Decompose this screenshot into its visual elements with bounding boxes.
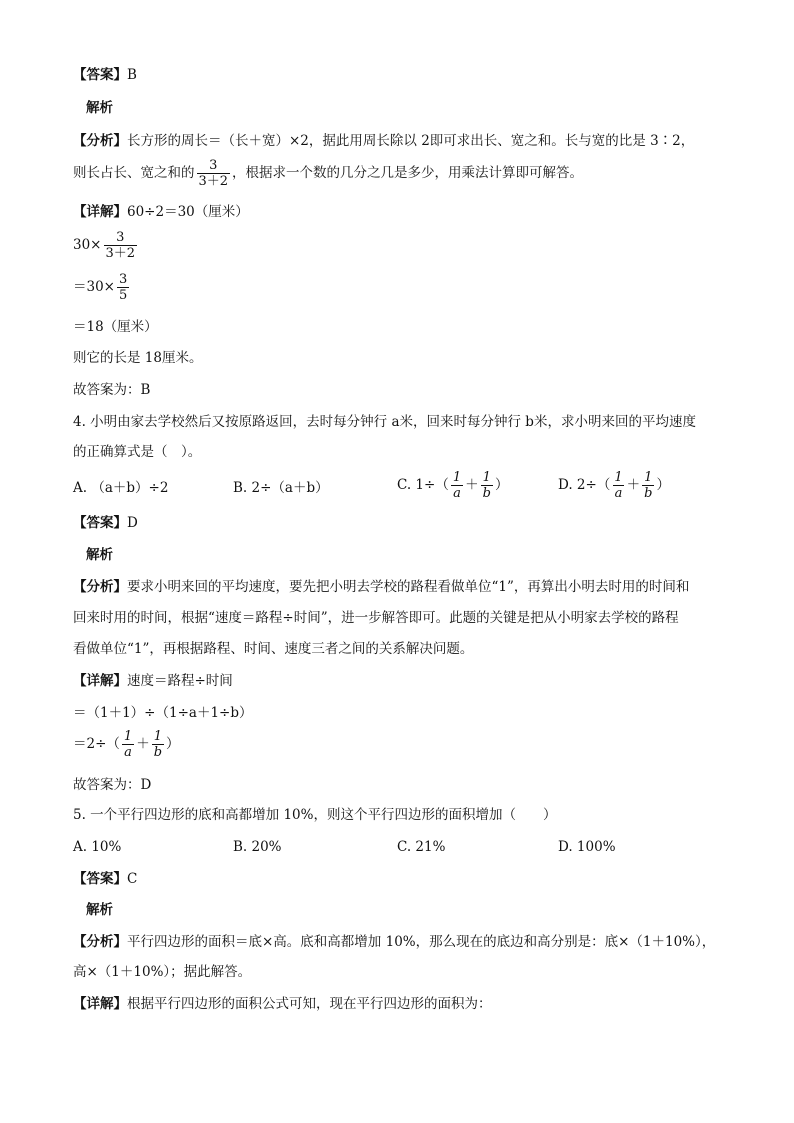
fenxi-text: 高×（1＋10%）；据此解答。: [73, 964, 252, 980]
q3-fenxi-line2: [73, 158, 583, 189]
q4-stem-line1: [73, 413, 696, 431]
fraction-denominator: a: [614, 486, 623, 501]
q4-option-b: [233, 479, 329, 497]
plus-sign: ＋: [136, 736, 150, 752]
conclusion-text: 则它的长是 18厘米。: [73, 350, 203, 366]
fraction-denominator: a: [124, 745, 132, 760]
analysis-label: 解析: [86, 547, 113, 563]
q4-analysis-heading: [73, 546, 113, 564]
q3-fenxi-line1: [73, 132, 694, 150]
q3-step2: [73, 230, 139, 261]
question-stem: 5. 一个平行四边形的底和高都增加 10%，则这个平行四边形的面积增加（ ）: [73, 807, 557, 823]
fraction-numerator: 1: [482, 470, 491, 485]
option-text: C. 1÷（: [397, 477, 449, 493]
fraction-numerator: 3: [116, 230, 125, 245]
question-stem: 的正确算式是（ ）。: [73, 444, 202, 460]
q5-analysis-heading: [73, 901, 113, 919]
fraction: [642, 470, 654, 501]
q4-stem-line2: [73, 443, 201, 461]
option-text: D. 100%: [558, 839, 616, 855]
answer-label: 【答案】: [73, 67, 127, 83]
fraction: [612, 470, 624, 501]
fraction: [451, 470, 463, 501]
fraction-denominator: b: [153, 745, 163, 760]
step-text: 60÷2＝30（厘米）: [127, 204, 249, 220]
fraction-numerator: 3: [209, 158, 218, 173]
plus-sign: ＋: [465, 477, 479, 493]
fenxi-label: 【分析】: [73, 133, 127, 149]
xiangjie-label: 【详解】: [73, 204, 127, 220]
fraction-denominator: 5: [119, 288, 128, 303]
fenxi-text: 要求小明来回的平均速度，要先把小明去学校的路程看做单位“1”，再算出小明去时用的时间和: [127, 579, 690, 595]
fraction: [152, 729, 164, 760]
fraction-numerator: 1: [452, 470, 462, 485]
final-answer-text: 故答案为：B: [73, 382, 151, 398]
q3-final-answer: [73, 381, 150, 399]
option-text: B. 20%: [233, 839, 282, 855]
xiangjie-label: 【详解】: [73, 996, 127, 1012]
q5-option-d: [558, 838, 616, 856]
q3-answer-line: [73, 66, 137, 84]
fraction: [481, 470, 493, 501]
analysis-label: 解析: [86, 902, 113, 918]
close-paren: ）: [656, 477, 670, 493]
fraction-denominator: 3＋2: [105, 246, 136, 261]
close-paren: ）: [166, 736, 180, 752]
fenxi-text: 长方形的周长＝（长＋宽）×2，据此用周长除以 2即可求出长、宽之和。长与宽的比是 3∶2，: [127, 133, 695, 149]
q3-step4: [73, 318, 158, 336]
fenxi-text: 看做单位“1”，再根据路程、时间、速度三者之间的关系解决问题。: [73, 641, 474, 657]
q4-fenxi-line3: [73, 640, 473, 658]
q5-option-b: [233, 838, 282, 856]
fraction-denominator: 3＋2: [198, 174, 229, 189]
fenxi-text: 平行四边形的面积＝底×高。底和高都增加 10%，那么现在的底边和高分别是：底×（1＋10%），: [127, 934, 716, 950]
step-text: ＝2÷（: [73, 736, 120, 752]
q4-fenxi-line1: [73, 578, 689, 596]
q3-conclusion: [73, 349, 202, 367]
answer-value: B: [127, 67, 137, 83]
answer-value: C: [127, 871, 138, 887]
step-text: ＝18（厘米）: [73, 319, 158, 335]
analysis-label: 解析: [86, 100, 113, 116]
final-answer-text: 故答案为：D: [73, 777, 152, 793]
step-text: ＝（1＋1）÷（1÷a＋1÷b）: [73, 705, 253, 721]
fenxi-text-post: ，根据求一个数的几分之几是多少，用乘法计算即可解答。: [232, 165, 584, 181]
step-text: 30×: [73, 237, 102, 253]
q3-step3: [73, 272, 131, 303]
fraction: [104, 230, 138, 261]
plus-sign: ＋: [626, 477, 641, 493]
step-text: ＝30×: [73, 279, 115, 295]
q4-final-answer: [73, 776, 151, 794]
fraction: [197, 158, 231, 189]
q3-analysis-heading: [73, 99, 113, 117]
q5-option-a: [73, 838, 121, 856]
fraction-numerator: 1: [614, 470, 623, 485]
q4-step3: [73, 729, 180, 760]
q5-fenxi-line2: [73, 963, 251, 981]
q4-answer-line: [73, 514, 138, 532]
q5-xiangjie-line: [73, 995, 492, 1013]
option-text: B. 2÷（a＋b）: [233, 480, 329, 496]
option-text: A. 10%: [73, 839, 122, 855]
fraction: [122, 729, 134, 760]
q5-fenxi-line1: [73, 933, 715, 951]
q4-fenxi-line2: [73, 609, 679, 627]
xiangjie-label: 【详解】: [73, 673, 127, 689]
fenxi-label: 【分析】: [73, 934, 127, 950]
close-paren: ）: [494, 477, 509, 493]
answer-value: D: [127, 515, 138, 531]
option-text: C. 21%: [397, 839, 446, 855]
q4-option-d: [558, 470, 670, 501]
fenxi-text: 回来时用的时间，根据“速度＝路程÷时间”，进一步解答即可。此题的关键是把从小明家去学校的路程: [73, 610, 679, 626]
question-stem: 4. 小明由家去学校然后又按原路返回，去时每分钟行 a米，回来时每分钟行 b米，求小明来回的平均速度: [73, 414, 696, 430]
fraction-numerator: 1: [644, 470, 653, 485]
step-text: 速度＝路程÷时间: [127, 673, 233, 689]
fraction-numerator: 3: [119, 272, 128, 287]
option-text: A. （a＋b）÷2: [73, 480, 169, 496]
q4-option-a: [73, 479, 168, 497]
fraction-numerator: 1: [153, 729, 162, 744]
fraction-denominator: b: [482, 486, 491, 501]
q4-step2: [73, 704, 252, 722]
fraction-denominator: a: [453, 486, 461, 501]
xiangjie-text: 根据平行四边形的面积公式可知，现在平行四边形的面积为：: [127, 996, 492, 1012]
q4-option-c: [397, 470, 508, 501]
fraction-numerator: 1: [123, 729, 133, 744]
q3-xiangjie-line: [73, 203, 249, 221]
q5-stem: [73, 806, 556, 824]
option-text: D. 2÷（: [558, 477, 611, 493]
q4-xiangjie-line: [73, 672, 233, 690]
fraction: [117, 272, 129, 303]
fenxi-label: 【分析】: [73, 579, 127, 595]
answer-label: 【答案】: [73, 515, 127, 531]
q5-answer-line: [73, 870, 137, 888]
fenxi-text-pre: 则长占长、宽之和的: [73, 165, 195, 181]
fraction-denominator: b: [644, 486, 653, 501]
answer-label: 【答案】: [73, 871, 127, 887]
q5-option-c: [397, 838, 445, 856]
